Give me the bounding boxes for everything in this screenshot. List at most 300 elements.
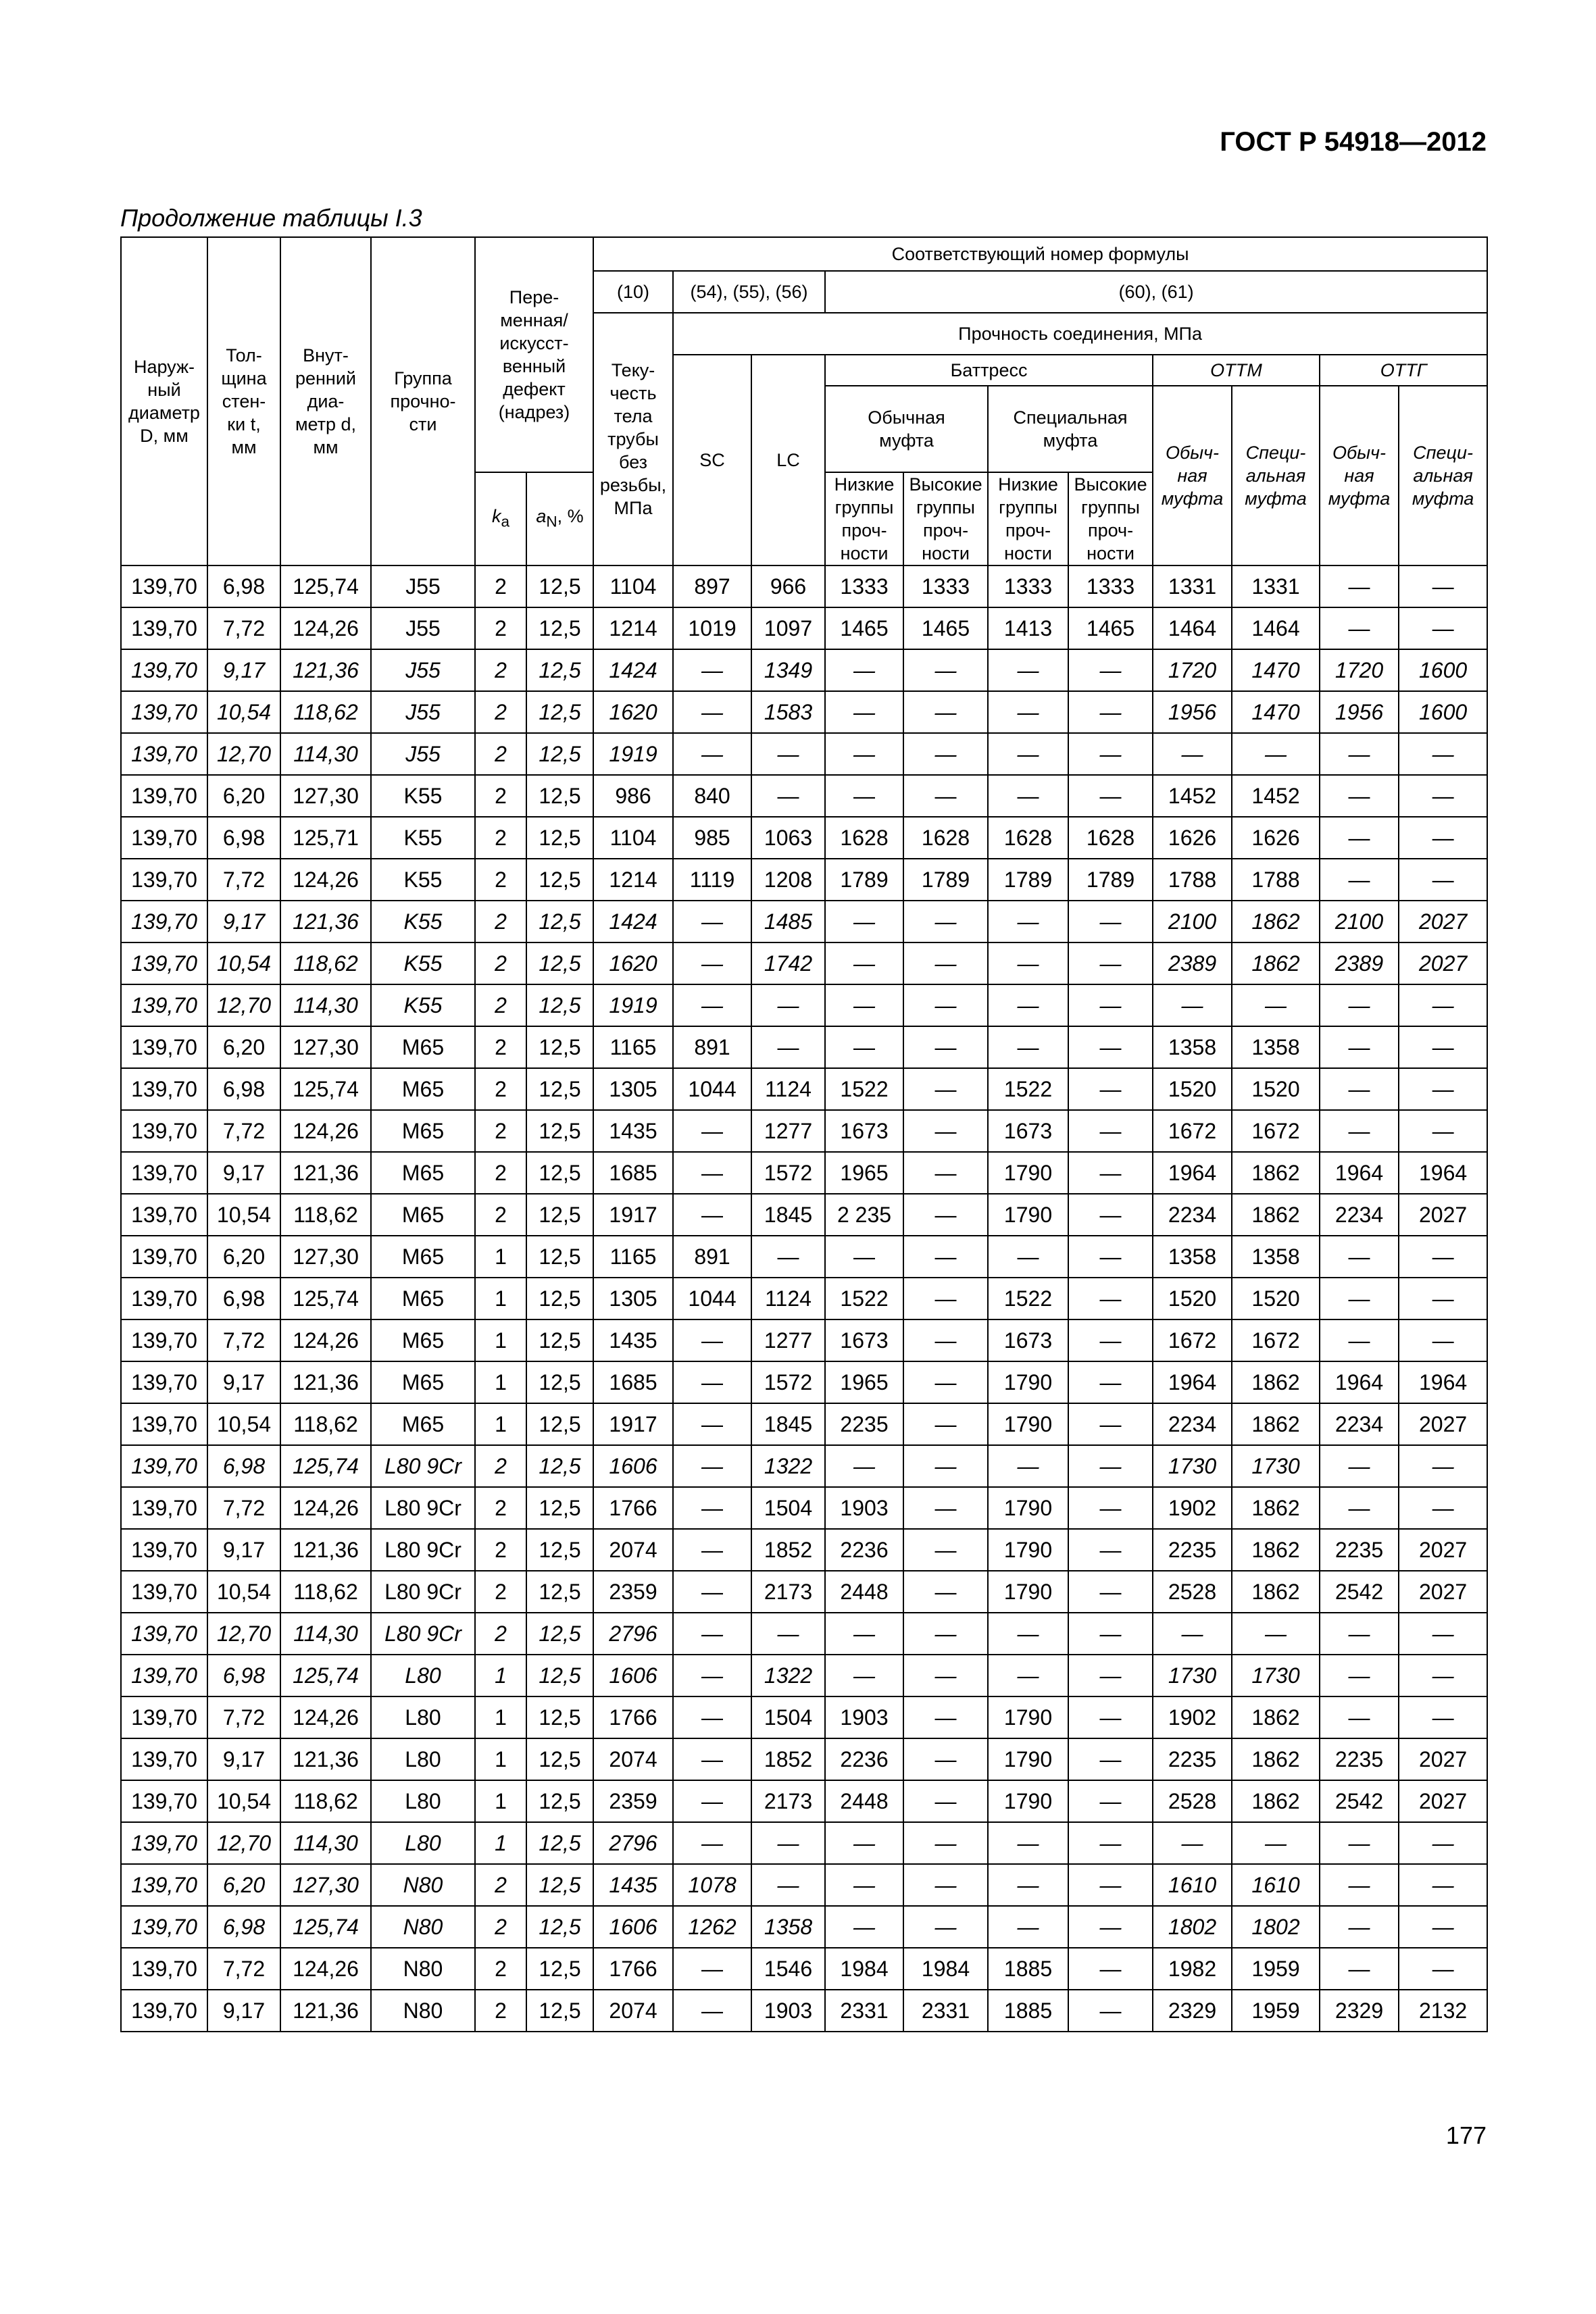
table-cell: —	[825, 1026, 903, 1068]
table-cell: —	[751, 984, 825, 1026]
table-cell: 2235	[1320, 1529, 1399, 1571]
table-cell: M65	[371, 1152, 475, 1194]
header-ottg-regular: Обыч- ная муфта	[1320, 386, 1399, 565]
table-cell: 1583	[751, 691, 825, 733]
table-cell: 121,36	[280, 1529, 371, 1571]
table-cell: —	[988, 733, 1068, 775]
table-cell: M65	[371, 1194, 475, 1236]
table-cell: 12,5	[526, 859, 593, 901]
table-cell: —	[751, 1822, 825, 1864]
table-cell: 1720	[1153, 649, 1232, 691]
table-cell: 124,26	[280, 607, 371, 649]
table-cell: 139,70	[121, 1571, 207, 1613]
table-row	[121, 1655, 1487, 1696]
header-formula-10: (10)	[593, 271, 673, 313]
table-cell: —	[1320, 1026, 1399, 1068]
table-cell: 2	[475, 691, 526, 733]
header-ottm-special: Специ- альная муфта	[1232, 386, 1320, 565]
table-cell: 139,70	[121, 691, 207, 733]
table-cell: 2234	[1153, 1194, 1232, 1236]
table-cell: 1522	[988, 1278, 1068, 1319]
table-cell: L80 9Cr	[371, 1529, 475, 1571]
table-cell: 12,5	[526, 1822, 593, 1864]
table-cell: J55	[371, 691, 475, 733]
table-cell: 1965	[825, 1152, 903, 1194]
table-cell: —	[751, 775, 825, 817]
table-cell: 2	[475, 649, 526, 691]
table-cell: 2 235	[825, 1194, 903, 1236]
table-cell: —	[825, 691, 903, 733]
table-cell: —	[1399, 607, 1487, 649]
table-cell: —	[1068, 942, 1153, 984]
table-cell: 114,30	[280, 733, 371, 775]
table-cell: —	[1320, 859, 1399, 901]
table-cell: —	[1320, 607, 1399, 649]
table-cell: 12,5	[526, 1780, 593, 1822]
table-cell: 1862	[1232, 1152, 1320, 1194]
table-cell: 12,5	[526, 1613, 593, 1655]
table-row	[121, 1613, 1487, 1655]
table-cell: 10,54	[207, 942, 280, 984]
table-cell: 12,5	[526, 1445, 593, 1487]
header-outer-diameter: Наруж- ный диаметр D, мм	[121, 237, 207, 565]
table-cell: 118,62	[280, 691, 371, 733]
table-cell: 1	[475, 1319, 526, 1361]
table-cell: 12,5	[526, 1278, 593, 1319]
table-cell: 2027	[1399, 1529, 1487, 1571]
table-cell: 12,5	[526, 1571, 593, 1613]
table-row	[121, 1026, 1487, 1068]
table-cell: —	[1068, 1780, 1153, 1822]
table-cell: 2074	[593, 1529, 673, 1571]
table-cell: L80 9Cr	[371, 1571, 475, 1613]
table-cell: 1626	[1232, 817, 1320, 859]
table-cell: 1673	[825, 1319, 903, 1361]
table-cell: 1982	[1153, 1948, 1232, 1990]
table-caption: Продолжение таблицы I.3	[120, 204, 422, 232]
table-cell: 1862	[1232, 1194, 1320, 1236]
table-cell: 139,70	[121, 1026, 207, 1068]
table-cell: 1984	[825, 1948, 903, 1990]
table-cell: 1464	[1232, 607, 1320, 649]
table-cell: 2235	[825, 1403, 903, 1445]
table-cell: 139,70	[121, 1361, 207, 1403]
table-cell: —	[1068, 984, 1153, 1026]
table-cell: —	[903, 1403, 988, 1445]
table-cell: 2027	[1399, 1738, 1487, 1780]
table-cell: 1790	[988, 1738, 1068, 1780]
table-cell: 139,70	[121, 1068, 207, 1110]
table-cell: —	[1399, 1864, 1487, 1906]
table-cell: 2331	[825, 1990, 903, 2032]
table-cell: 139,70	[121, 1110, 207, 1152]
header-buttress-regular-low: Низкие группы проч- ности	[825, 472, 903, 565]
table-cell: —	[988, 942, 1068, 984]
table-cell: 1465	[903, 607, 988, 649]
table-cell: —	[903, 1236, 988, 1278]
table-cell: 1044	[673, 1068, 751, 1110]
table-cell: L80	[371, 1822, 475, 1864]
table-cell: 2331	[903, 1990, 988, 2032]
table-cell: 1789	[903, 859, 988, 901]
table-cell: 2027	[1399, 1780, 1487, 1822]
table-cell: 2027	[1399, 1403, 1487, 1445]
table-cell: 2389	[1320, 942, 1399, 984]
table-cell: 1333	[1068, 565, 1153, 607]
table-cell: 139,70	[121, 1487, 207, 1529]
table-cell: 1766	[593, 1487, 673, 1529]
table-cell: 6,20	[207, 1236, 280, 1278]
table-cell: 1435	[593, 1110, 673, 1152]
table-cell: —	[825, 942, 903, 984]
table-cell: —	[673, 1403, 751, 1445]
table-cell: 1802	[1153, 1906, 1232, 1948]
table-cell: 2173	[751, 1571, 825, 1613]
table-cell: —	[1068, 1613, 1153, 1655]
table-cell: 1628	[988, 817, 1068, 859]
table-cell: 12,5	[526, 1319, 593, 1361]
header-ka: $k_a$	[475, 472, 526, 565]
table-cell: 2173	[751, 1780, 825, 1822]
table-cell: 1600	[1399, 691, 1487, 733]
table-cell: —	[1068, 1403, 1153, 1445]
table-cell: 118,62	[280, 1780, 371, 1822]
header-wall-thickness: Тол- щина стен- ки t, мм	[207, 237, 280, 565]
table-cell: —	[903, 1613, 988, 1655]
table-cell: —	[751, 1236, 825, 1278]
table-cell: —	[1399, 775, 1487, 817]
table-cell: 2796	[593, 1822, 673, 1864]
table-cell: —	[1068, 1194, 1153, 1236]
table-cell: 1452	[1153, 775, 1232, 817]
table-cell: 2	[475, 1068, 526, 1110]
table-cell: —	[673, 1487, 751, 1529]
table-cell: —	[673, 1194, 751, 1236]
table-cell: —	[903, 1110, 988, 1152]
table-cell: 1673	[825, 1110, 903, 1152]
table-cell: —	[1320, 1278, 1399, 1319]
table-cell: 118,62	[280, 1571, 371, 1613]
table-cell: 2448	[825, 1780, 903, 1822]
table-cell: 840	[673, 775, 751, 817]
table-cell: 2236	[825, 1738, 903, 1780]
table-cell: 1862	[1232, 1487, 1320, 1529]
table-cell: 2	[475, 1152, 526, 1194]
table-cell: 1600	[1399, 649, 1487, 691]
table-cell: J55	[371, 733, 475, 775]
table-cell: —	[673, 1361, 751, 1403]
table-cell: 2235	[1153, 1738, 1232, 1780]
table-cell: —	[1068, 1319, 1153, 1361]
table-cell: —	[1399, 1696, 1487, 1738]
table-cell: 1520	[1232, 1278, 1320, 1319]
table-cell: 139,70	[121, 901, 207, 942]
table-cell: —	[1399, 1026, 1487, 1068]
table-cell: 1610	[1153, 1864, 1232, 1906]
table-cell: 1	[475, 1278, 526, 1319]
table-cell: 1862	[1232, 1529, 1320, 1571]
table-row	[121, 942, 1487, 984]
table-cell: —	[1320, 1906, 1399, 1948]
table-cell: —	[825, 1236, 903, 1278]
table-cell: 12,5	[526, 1990, 593, 2032]
table-cell: M65	[371, 1110, 475, 1152]
table-cell: —	[1320, 1864, 1399, 1906]
table-cell: 1333	[903, 565, 988, 607]
table-cell: —	[1320, 775, 1399, 817]
table-cell: 2	[475, 1990, 526, 2032]
header-ottg-special: Специ- альная муфта	[1399, 386, 1487, 565]
table-cell: —	[1068, 733, 1153, 775]
table-cell: N80	[371, 1864, 475, 1906]
table-cell: 1435	[593, 1319, 673, 1361]
table-cell: 12,5	[526, 565, 593, 607]
table-row	[121, 901, 1487, 942]
table-cell: 1	[475, 1696, 526, 1738]
table-cell: —	[903, 649, 988, 691]
table-cell: —	[1068, 1278, 1153, 1319]
table-cell: —	[825, 1864, 903, 1906]
table-cell: 114,30	[280, 984, 371, 1026]
header-buttress: Баттресс	[825, 355, 1153, 386]
table-cell: 1766	[593, 1948, 673, 1990]
table-cell: 2	[475, 984, 526, 1026]
table-cell: —	[988, 1445, 1068, 1487]
table-cell: 1673	[988, 1110, 1068, 1152]
table-row	[121, 1236, 1487, 1278]
table-cell: 12,5	[526, 1236, 593, 1278]
table-cell: 1626	[1153, 817, 1232, 859]
table-cell: M65	[371, 1068, 475, 1110]
table-cell: —	[903, 1026, 988, 1068]
table-cell: —	[903, 775, 988, 817]
table-cell: —	[1399, 1487, 1487, 1529]
table-cell: 1	[475, 1738, 526, 1780]
table-cell: 6,98	[207, 1445, 280, 1487]
table-cell: —	[1399, 1110, 1487, 1152]
table-cell: 12,5	[526, 1361, 593, 1403]
table-cell: 2	[475, 565, 526, 607]
table-cell: 2235	[1320, 1738, 1399, 1780]
table-cell: —	[1068, 1361, 1153, 1403]
table-cell: 2236	[825, 1529, 903, 1571]
table-cell: —	[988, 775, 1068, 817]
header-an: $a_N$, %	[526, 472, 593, 565]
table-cell: 1349	[751, 649, 825, 691]
table-cell: 12,5	[526, 1864, 593, 1906]
table-cell: —	[903, 1278, 988, 1319]
table-cell: —	[1399, 984, 1487, 1026]
table-cell: 1919	[593, 733, 673, 775]
table-cell: —	[751, 733, 825, 775]
table-cell: 1903	[825, 1696, 903, 1738]
table-cell: 2528	[1153, 1571, 1232, 1613]
table-cell: 12,5	[526, 649, 593, 691]
table-cell: 1790	[988, 1571, 1068, 1613]
table-cell: —	[825, 1655, 903, 1696]
table-cell: 1572	[751, 1152, 825, 1194]
table-cell: —	[673, 1696, 751, 1738]
table-cell: 1520	[1232, 1068, 1320, 1110]
table-cell: —	[1068, 1696, 1153, 1738]
table-row	[121, 1822, 1487, 1864]
table-cell: —	[1068, 1906, 1153, 1948]
table-cell: 12,5	[526, 733, 593, 775]
table-cell: —	[1068, 1152, 1153, 1194]
table-cell: 1165	[593, 1026, 673, 1068]
table-cell: 2234	[1153, 1403, 1232, 1445]
table-cell: —	[903, 691, 988, 733]
table-cell: 12,5	[526, 1655, 593, 1696]
header-formula-54-56: (54), (55), (56)	[673, 271, 825, 313]
table-cell: 1672	[1232, 1110, 1320, 1152]
table-cell: 1424	[593, 649, 673, 691]
table-cell: —	[751, 1026, 825, 1068]
table-cell: 1620	[593, 942, 673, 984]
table-cell: M65	[371, 1026, 475, 1068]
table-cell: 1852	[751, 1738, 825, 1780]
table-cell: 2	[475, 1110, 526, 1152]
table-cell: 10,54	[207, 1194, 280, 1236]
table-cell: 12,5	[526, 817, 593, 859]
table-cell: —	[1153, 1822, 1232, 1864]
table-cell: 2027	[1399, 1194, 1487, 1236]
table-cell: L80	[371, 1780, 475, 1822]
table-cell: —	[1068, 1026, 1153, 1068]
table-cell: 6,20	[207, 775, 280, 817]
table-cell: K55	[371, 984, 475, 1026]
table-cell: 2027	[1399, 901, 1487, 942]
header-ottg: ОТТГ	[1320, 355, 1487, 386]
table-cell: 12,5	[526, 691, 593, 733]
table-cell: L80	[371, 1738, 475, 1780]
table-cell: 1790	[988, 1487, 1068, 1529]
table-cell: M65	[371, 1361, 475, 1403]
table-cell: —	[673, 1738, 751, 1780]
table-cell: 897	[673, 565, 751, 607]
table-cell: K55	[371, 901, 475, 942]
table-cell: 1104	[593, 565, 673, 607]
table-cell: 121,36	[280, 649, 371, 691]
table-cell: 12,70	[207, 984, 280, 1026]
table-cell: 1862	[1232, 1696, 1320, 1738]
table-cell: —	[673, 942, 751, 984]
table-cell: 1964	[1153, 1152, 1232, 1194]
table-cell: —	[1399, 1319, 1487, 1361]
table-cell: 1124	[751, 1278, 825, 1319]
header-joint-strength: Прочность соединения, МПа	[673, 313, 1487, 355]
table-cell: —	[1068, 1487, 1153, 1529]
table-cell: —	[988, 1026, 1068, 1068]
table-cell: 127,30	[280, 775, 371, 817]
table-cell: 2359	[593, 1571, 673, 1613]
table-cell: 1862	[1232, 1738, 1320, 1780]
table-cell: —	[903, 1906, 988, 1948]
table-cell: K55	[371, 859, 475, 901]
table-row	[121, 733, 1487, 775]
table-cell: 966	[751, 565, 825, 607]
table-row	[121, 1068, 1487, 1110]
table-cell: 10,54	[207, 1780, 280, 1822]
table-cell: 139,70	[121, 1738, 207, 1780]
table-cell: 1277	[751, 1319, 825, 1361]
table-cell: 1358	[1153, 1236, 1232, 1278]
table-cell: —	[673, 1110, 751, 1152]
table-cell: 10,54	[207, 691, 280, 733]
table-cell: 2	[475, 1445, 526, 1487]
table-cell: —	[988, 1822, 1068, 1864]
table-cell: K55	[371, 942, 475, 984]
table-cell: —	[903, 901, 988, 942]
table-cell: 2	[475, 1194, 526, 1236]
table-cell: —	[673, 1655, 751, 1696]
table-cell: 1606	[593, 1445, 673, 1487]
table-cell: —	[1399, 1278, 1487, 1319]
table-cell: 114,30	[280, 1613, 371, 1655]
table-cell: 1964	[1399, 1152, 1487, 1194]
table-cell: 12,5	[526, 1403, 593, 1445]
table-cell: 12,5	[526, 901, 593, 942]
table-cell: 1742	[751, 942, 825, 984]
table-cell: 2	[475, 1906, 526, 1948]
table-cell: —	[903, 733, 988, 775]
table-cell: —	[1068, 1864, 1153, 1906]
table-cell: 1331	[1153, 565, 1232, 607]
table-cell: 2	[475, 1948, 526, 1990]
table-cell: 1852	[751, 1529, 825, 1571]
table-cell: 1358	[1232, 1236, 1320, 1278]
table-cell: —	[1399, 733, 1487, 775]
table-row	[121, 1319, 1487, 1361]
table-cell: 1790	[988, 1780, 1068, 1822]
table-cell: —	[1399, 859, 1487, 901]
table-cell: —	[903, 1319, 988, 1361]
table-cell: —	[1320, 1236, 1399, 1278]
table-cell: 1470	[1232, 649, 1320, 691]
table-cell: —	[1068, 1529, 1153, 1571]
table-cell: 1790	[988, 1152, 1068, 1194]
table-cell: 2027	[1399, 942, 1487, 984]
table-cell: —	[1320, 1696, 1399, 1738]
table-cell: 139,70	[121, 1906, 207, 1948]
table-cell: —	[825, 1822, 903, 1864]
header-buttress-regular-high: Высокие группы проч- ности	[903, 472, 988, 565]
table-cell: 1902	[1153, 1696, 1232, 1738]
table-cell: 12,5	[526, 1110, 593, 1152]
table-cell: 121,36	[280, 901, 371, 942]
table-cell: J55	[371, 649, 475, 691]
table-cell: —	[903, 1529, 988, 1571]
table-cell: 2329	[1153, 1990, 1232, 2032]
table-cell: 1790	[988, 1361, 1068, 1403]
table-cell: 1522	[825, 1278, 903, 1319]
table-cell: 1790	[988, 1403, 1068, 1445]
table-cell: K55	[371, 817, 475, 859]
table-cell: —	[988, 649, 1068, 691]
table-cell: 1063	[751, 817, 825, 859]
table-cell: 1959	[1232, 1990, 1320, 2032]
table-cell: 121,36	[280, 1990, 371, 2032]
table-cell: 9,17	[207, 901, 280, 942]
table-cell: 1305	[593, 1278, 673, 1319]
table-row	[121, 1864, 1487, 1906]
table-cell: 124,26	[280, 1319, 371, 1361]
table-cell: 1464	[1153, 607, 1232, 649]
table-cell: 2448	[825, 1571, 903, 1613]
table-cell: —	[1068, 1110, 1153, 1152]
table-cell: 2	[475, 1487, 526, 1529]
table-cell: 1214	[593, 607, 673, 649]
